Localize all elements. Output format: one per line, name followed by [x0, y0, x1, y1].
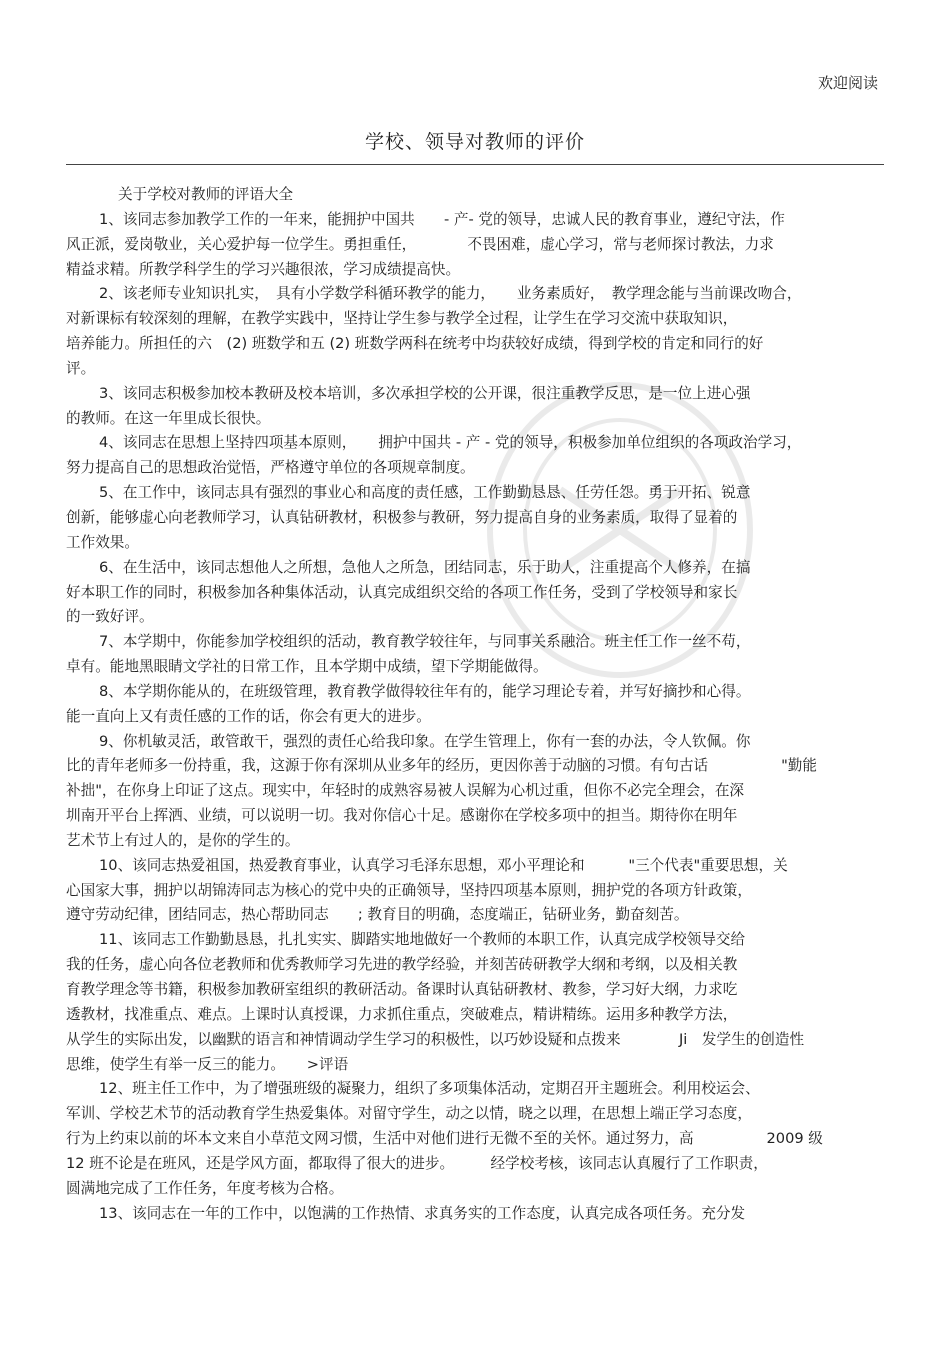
- text-line: 对新课标有较深刻的理解，在教学实践中，坚持让学生参与教学全过程，让学生在学习交流中获取知识，: [66, 310, 738, 328]
- text-line: 遵守劳动纪律，团结同志，热心帮助同志 ; 教育目的明确，态度端正，钻研业务，勤奋刻苦。: [66, 906, 689, 924]
- page-title: 学校、领导对教师的评价: [364, 131, 585, 153]
- title-rule: [66, 164, 884, 165]
- text-line: 创新，能够虚心向老教师学习，认真钻研教材，积极参与教研，努力提高自身的业务素质，取得了显着的: [66, 508, 738, 526]
- text-line: 育教学理念等书籍，积极参加教研室组织的教研活动。备课时认真钻研教材、教参，学习好大纲，力求吃: [66, 981, 738, 998]
- text-line: 能一直向上又有责任感的工作的话，你会有更大的进步。: [66, 707, 431, 725]
- text-line: 比的青年老师多一份持重，我，这源于你有深圳从业多年的经历，更因你善于动脑的习惯。有句古话 "勤能: [66, 757, 817, 775]
- text-line: 10、该同志热爱祖国，热爱教育事业，认真学习毛泽东思想，邓小平理论和 "三个代表"重要思想，关: [99, 856, 788, 874]
- text-line: 卓有。能地黑眼睛文学社的日常工作，且本学期中成绩，望下学期能做得。: [66, 658, 548, 676]
- text-line: 3、该同志积极参加校本教研及校本培训，多次承担学校的公开课，很注重教学反思，是一位上进心强: [99, 384, 751, 402]
- text-line: 风正派，爱岗敬业，关心爱护每一位学生。勇担重任， 不畏困难，虚心学习，常与老师探讨教法，力求: [66, 235, 774, 253]
- text-line: 心国家大事，拥护以胡锦涛同志为核心的党中央的正确领导，坚持四项基本原则，拥护党的各项方针政策，: [66, 881, 752, 899]
- text-line: 13、该同志在一年的工作中，以饱满的工作热情、求真务实的工作态度，认真完成各项任务。充分发: [99, 1204, 746, 1222]
- text-line: 培养能力。所担任的六 (2) 班数学和五 (2) 班数学两科在统考中均获较好成绩，得到学校的肯定和同行的好: [66, 335, 764, 353]
- text-line: 补拙"，在你身上印证了这点。现实中，年轻时的成熟容易被人误解为心机过重，但你不必完全理会，在深: [66, 782, 745, 800]
- text-line: 好本职工作的同时，积极参加各种集体活动，认真完成组织交给的各项工作任务，受到了学校领导和家长: [66, 583, 738, 601]
- text-line: 12 班不论是在班风，还是学风方面，都取得了很大的进步。 经学校考核，该同志认真履行了工作职责，: [66, 1154, 768, 1172]
- text-line: 2、该老师专业知识扎实， 具有小学数学科循环教学的能力， 业务素质好， 教学理念能与当前课改吻合，: [99, 285, 802, 303]
- text-line: 努力提高自己的思想政治觉悟，严格遵守单位的各项规章制度。: [66, 459, 475, 477]
- text-line: 从学生的实际出发，以幽默的语言和神情调动学生学习的积极性，以巧妙设疑和点拨来 Ji 发学生的创造性: [66, 1030, 805, 1048]
- text-line: 评。: [66, 359, 96, 377]
- text-line: 的一致好评。: [66, 608, 154, 626]
- text-line: 军训、学校艺术节的活动教育学生热爱集体。对留守学生，动之以情，晓之以理，在思想上端正学习态度，: [66, 1105, 752, 1123]
- text-line: 9、你机敏灵活，敢管敢干，强烈的责任心给我印象。在学生管理上，你有一套的办法，令人钦佩。你: [99, 732, 751, 750]
- text-line: 11、该同志工作勤勤恳恳，扎扎实实、脚踏实地地做好一个教师的本职工作，认真完成学校领导交给: [99, 931, 746, 949]
- text-line: 4、该同志在思想上坚持四项基本原则， 拥护中国共 - 产 - 党的领导，积极参加单位组织的各项政治学习，: [99, 434, 802, 452]
- text-line: 工作效果。: [66, 533, 139, 551]
- text-line: 精益求精。所教学科学生的学习兴趣很浓，学习成绩提高快。: [66, 260, 461, 278]
- text-line: 的教师。在这一年里成长很快。: [66, 409, 271, 427]
- text-line: 透教材，找准重点、难点。上课时认真授课，力求抓住重点，突破难点，精讲精练。运用多种教学方法，: [66, 1005, 738, 1023]
- text-line: 1、该同志参加教学工作的一年来，能拥护中国共 - 产- 党的领导，忠诚人民的教育事业，遵纪守法，作: [99, 210, 785, 228]
- text-line: 7、本学期中，你能参加学校组织的活动，教育教学较往年，与同事关系融洽。班主任工作一丝不苟，: [99, 633, 751, 651]
- text-line: 5、在工作中，该同志具有强烈的事业心和高度的责任感，工作勤勤恳恳、任劳任怨。勇于开拓、锐意: [99, 484, 751, 502]
- text-line: 思维，使学生有举一反三的能力。 >评语: [66, 1055, 349, 1073]
- text-line: 圆满地完成了工作任务，年度考核为合格。: [66, 1179, 344, 1197]
- text-line: 行为上约束以前的坏本文来自小草范文网习惯，生活中对他们进行无微不至的关怀。通过努力，高 2009 级: [66, 1130, 823, 1148]
- text-line: 圳南开平台上挥洒、业绩，可以说明一切。我对你信心十足。感谢你在学校多项中的担当。期待你在明年: [66, 807, 738, 825]
- text-line: 我的任务，虚心向各位老教师和优秀教师学习先进的教学经验，并刻苦砖研教学大纲和考纲，以及相关教: [66, 956, 738, 974]
- section-heading: 关于学校对教师的评语大全: [118, 186, 294, 203]
- document-body: [66, 183, 886, 1226]
- text-line: 6、在生活中，该同志想他人之所想，急他人之所急，团结同志，乐于助人，注重提高个人修养，在搞: [99, 558, 751, 576]
- text-line: 12、班主任工作中，为了增强班级的凝聚力，组织了多项集体活动，定期召开主题班会。利用校运会、: [99, 1080, 760, 1098]
- text-line: 8、本学期你能从的，在班级管理，教育教学做得较往年有的，能学习理论专着，并写好摘抄和心得。: [99, 682, 751, 700]
- text-line: 艺术节上有过人的，是你的学生的。: [66, 831, 300, 849]
- header-note: 欢迎阅读: [817, 74, 878, 92]
